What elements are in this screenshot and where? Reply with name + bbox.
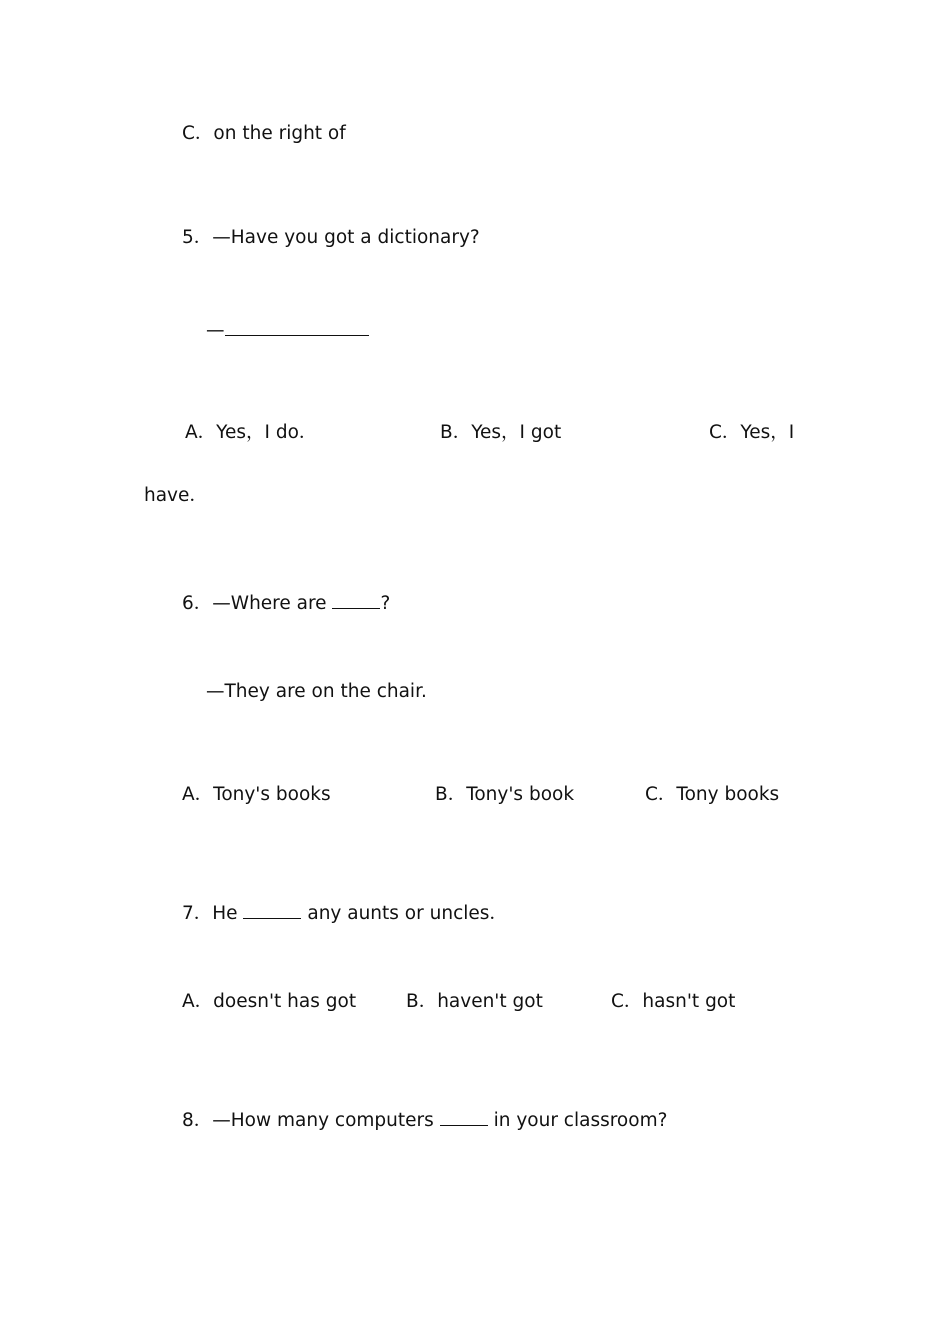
q7-blank <box>243 901 301 919</box>
q6-answer: —They are on the chair. <box>206 681 427 702</box>
q6-question-prefix: 6．—Where are <box>182 593 327 614</box>
q5-option-c-cont: have． <box>144 485 208 506</box>
q7-question <box>182 901 508 924</box>
q7-question-suffix: any aunts or uncles． <box>307 903 508 924</box>
q7-option-b: B．haven't got <box>406 991 543 1012</box>
q6-option-a: A．Tony's books <box>182 784 331 805</box>
q8-question <box>182 1108 667 1131</box>
q5-answer-line <box>206 318 369 341</box>
q8-question-suffix: in your classroom? <box>493 1110 668 1131</box>
q7-question-prefix: 7．He <box>182 903 238 924</box>
q5-answer-blank <box>225 318 369 336</box>
q6-blank <box>332 591 380 609</box>
q4-option-c: C．on the right of <box>182 123 346 144</box>
q6-question <box>182 591 390 614</box>
q6-option-b: B．Tony's book <box>435 784 575 805</box>
q5-option-b: B．Yes，I got <box>440 422 562 443</box>
q6-option-c: C．Tony books <box>645 784 780 805</box>
q7-option-c: C．hasn't got <box>611 991 736 1012</box>
q5-option-c: C．Yes，I <box>709 422 795 443</box>
q8-question-prefix: 8．—How many computers <box>182 1110 434 1131</box>
q6-question-suffix: ? <box>380 593 391 614</box>
q5-question: 5．—Have you got a dictionary? <box>182 227 480 248</box>
q7-option-a: A．doesn't has got <box>182 991 357 1012</box>
q5-answer-dash: — <box>206 320 225 341</box>
q8-blank <box>440 1108 488 1126</box>
q5-option-a: A．Yes，I do． <box>185 422 318 443</box>
